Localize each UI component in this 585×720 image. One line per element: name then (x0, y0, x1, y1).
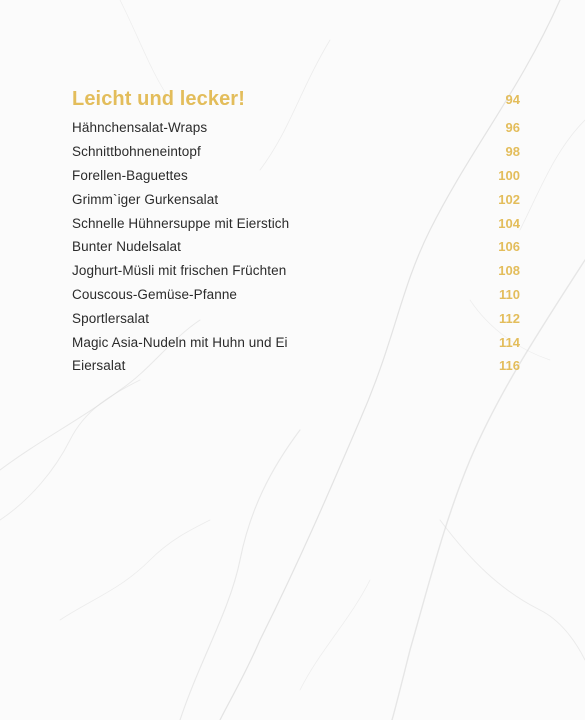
entry-title: Schnittbohneneintopf (72, 144, 201, 160)
entry-page-number: 104 (498, 215, 520, 231)
entry-page-number: 96 (505, 120, 520, 136)
section-page-number: 94 (505, 91, 520, 107)
table-of-contents (72, 84, 520, 378)
entry-page-number: 108 (498, 263, 520, 279)
entry-title: Sportlersalat (72, 310, 150, 326)
toc-entry[interactable] (72, 235, 520, 259)
toc-entry[interactable] (72, 330, 520, 354)
toc-entry[interactable] (72, 259, 520, 283)
toc-entry[interactable] (72, 306, 520, 330)
entry-title: Grimm`iger Gurkensalat (72, 191, 219, 207)
section-title: Leicht und lecker! (72, 87, 245, 110)
entry-page-number: 106 (498, 239, 520, 255)
entry-title: Joghurt-Müsli mit frischen Früchten (72, 263, 287, 279)
toc-entry[interactable] (72, 164, 520, 188)
entry-page-number: 116 (499, 358, 520, 374)
entry-title: Hähnchensalat-Wraps (72, 120, 208, 136)
entry-title: Bunter Nudelsalat (72, 239, 182, 255)
toc-entry[interactable] (72, 187, 520, 211)
section-header[interactable] (72, 84, 520, 114)
toc-entry[interactable] (72, 116, 520, 140)
toc-entry[interactable] (72, 354, 520, 378)
entry-title: Eiersalat (72, 358, 126, 374)
entry-page-number: 114 (499, 334, 520, 350)
entry-page-number: 112 (499, 310, 520, 326)
entry-page-number: 98 (505, 144, 520, 160)
entry-title: Schnelle Hühnersuppe mit Eierstich (72, 215, 290, 231)
entry-title: Forellen-Baguettes (72, 167, 188, 183)
entry-page-number: 110 (499, 286, 520, 302)
toc-entry[interactable] (72, 140, 520, 164)
toc-entry[interactable] (72, 211, 520, 235)
entry-title: Couscous-Gemüse-Pfanne (72, 286, 238, 302)
entry-title: Magic Asia-Nudeln mit Huhn und Ei (72, 334, 288, 350)
entry-page-number: 102 (498, 191, 520, 207)
toc-entry[interactable] (72, 283, 520, 307)
entry-page-number: 100 (498, 167, 520, 183)
